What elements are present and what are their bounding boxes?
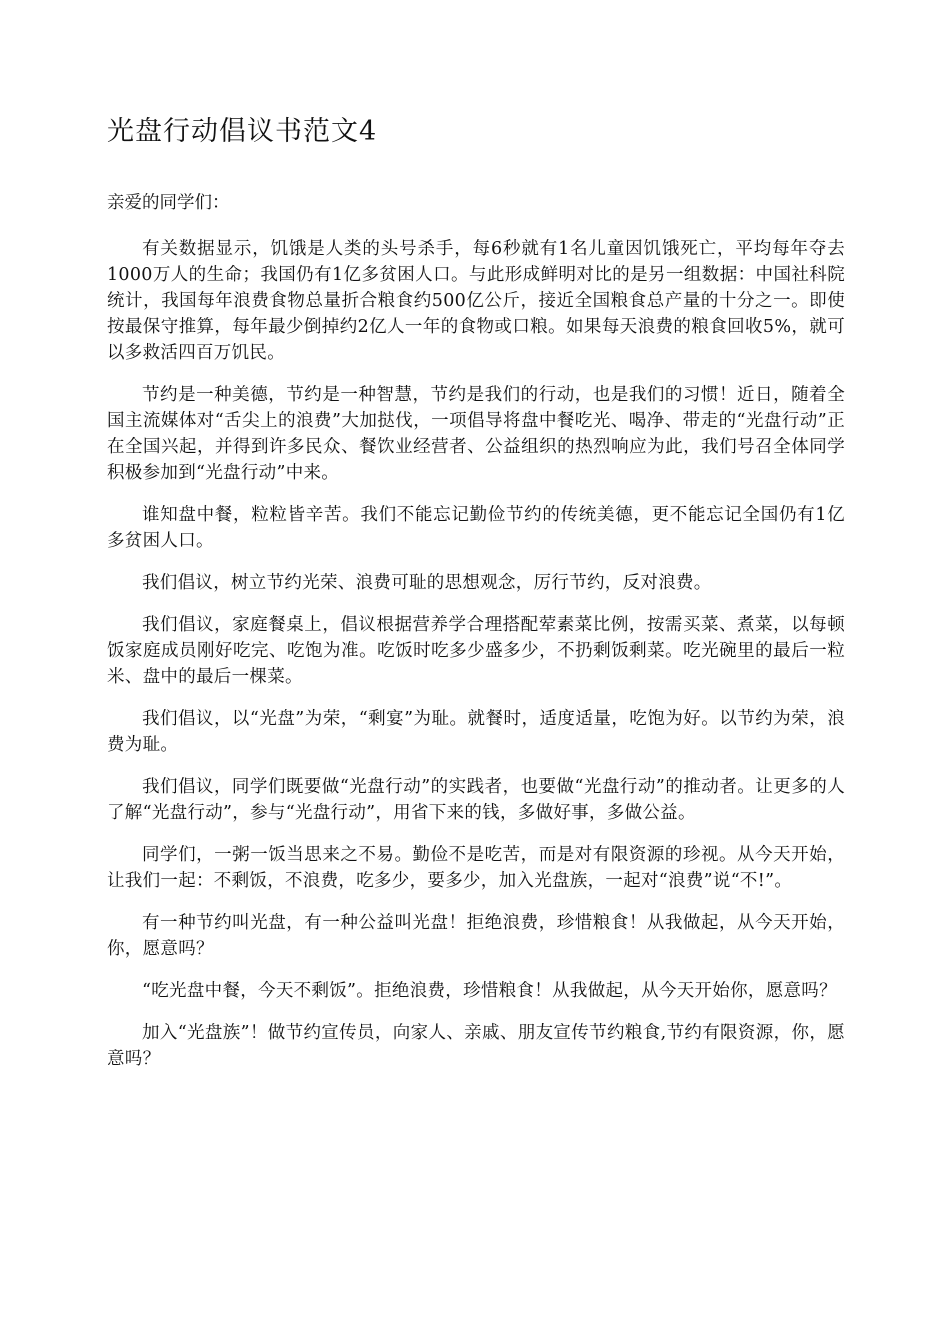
paragraph-7: 我们倡议，同学们既要做“光盘行动”的实践者，也要做“光盘行动”的推动者。让更多的人了解“光盘行动”，参与“光盘行动”，用省下来的钱，多做好事，多做公益。: [107, 777, 845, 823]
document-page: [107, 112, 845, 1088]
paragraph-8: 同学们，一粥一饭当思来之不易。勤俭不是吃苦，而是对有限资源的珍视。从今天开始，让我们一起：不剩饭，不浪费，吃多少，要多少，加入光盘族，一起对“浪费”说“不!”。: [107, 845, 845, 891]
greeting: 亲爱的同学们：: [107, 193, 230, 213]
document-title: 光盘行动倡议书范文4: [107, 116, 378, 147]
paragraph-11: 加入“光盘族”！做节约宣传员，向家人、亲戚、朋友宣传节约粮食,节约有限资源，你，愿意吗？: [107, 1023, 845, 1069]
paragraph-9: 有一种节约叫光盘，有一种公益叫光盘！拒绝浪费，珍惜粮食！从我做起，从今天开始，你，愿意吗？: [107, 913, 845, 959]
paragraph-10: “吃光盘中餐，今天不剩饭”。拒绝浪费，珍惜粮食！从我做起，从今天开始你，愿意吗？: [142, 981, 837, 1001]
paragraph-4: 我们倡议，树立节约光荣、浪费可耻的思想观念，厉行节约，反对浪费。: [142, 573, 712, 593]
paragraph-6: 我们倡议，以“光盘”为荣，“剩宴”为耻。就餐时，适度适量，吃饱为好。以节约为荣，浪费为耻。: [107, 709, 845, 755]
paragraph-2: 节约是一种美德，节约是一种智慧，节约是我们的行动，也是我们的习惯！近日，随着全国主流媒体对“舌尖上的浪费”大加挞伐，一项倡导将盘中餐吃光、喝净、带走的“光盘行动”正在全国兴起，并得到许多民众、餐饮业经营者、公益组织的热烈响应为此，我们号召全体同学积极参加到“光盘行动”中来。: [107, 385, 845, 483]
paragraph-3: 谁知盘中餐，粒粒皆辛苦。我们不能忘记勤俭节约的传统美德，更不能忘记全国仍有1亿多贫困人口。: [107, 505, 845, 551]
paragraph-5: 我们倡议，家庭餐桌上，倡议根据营养学合理搭配荤素菜比例，按需买菜、煮菜，以每顿饭家庭成员刚好吃完、吃饱为准。吃饭时吃多少盛多少，不扔剩饭剩菜。吃光碗里的最后一粒米、盘中的最后一棵菜。: [107, 615, 845, 687]
paragraph-1: 有关数据显示，饥饿是人类的头号杀手，每6秒就有1名儿童因饥饿死亡，平均每年夺去1000万人的生命；我国仍有1亿多贫困人口。与此形成鲜明对比的是另一组数据：中国社科院统计，我国每年浪费食物总量折合粮食约500亿公斤，接近全国粮食总产量的十分之一。即使按最保守推算，每年最少倒掉约2亿人一年的食物或口粮。如果每天浪费的粮食回收5%，就可以多救活四百万饥民。: [107, 239, 845, 363]
